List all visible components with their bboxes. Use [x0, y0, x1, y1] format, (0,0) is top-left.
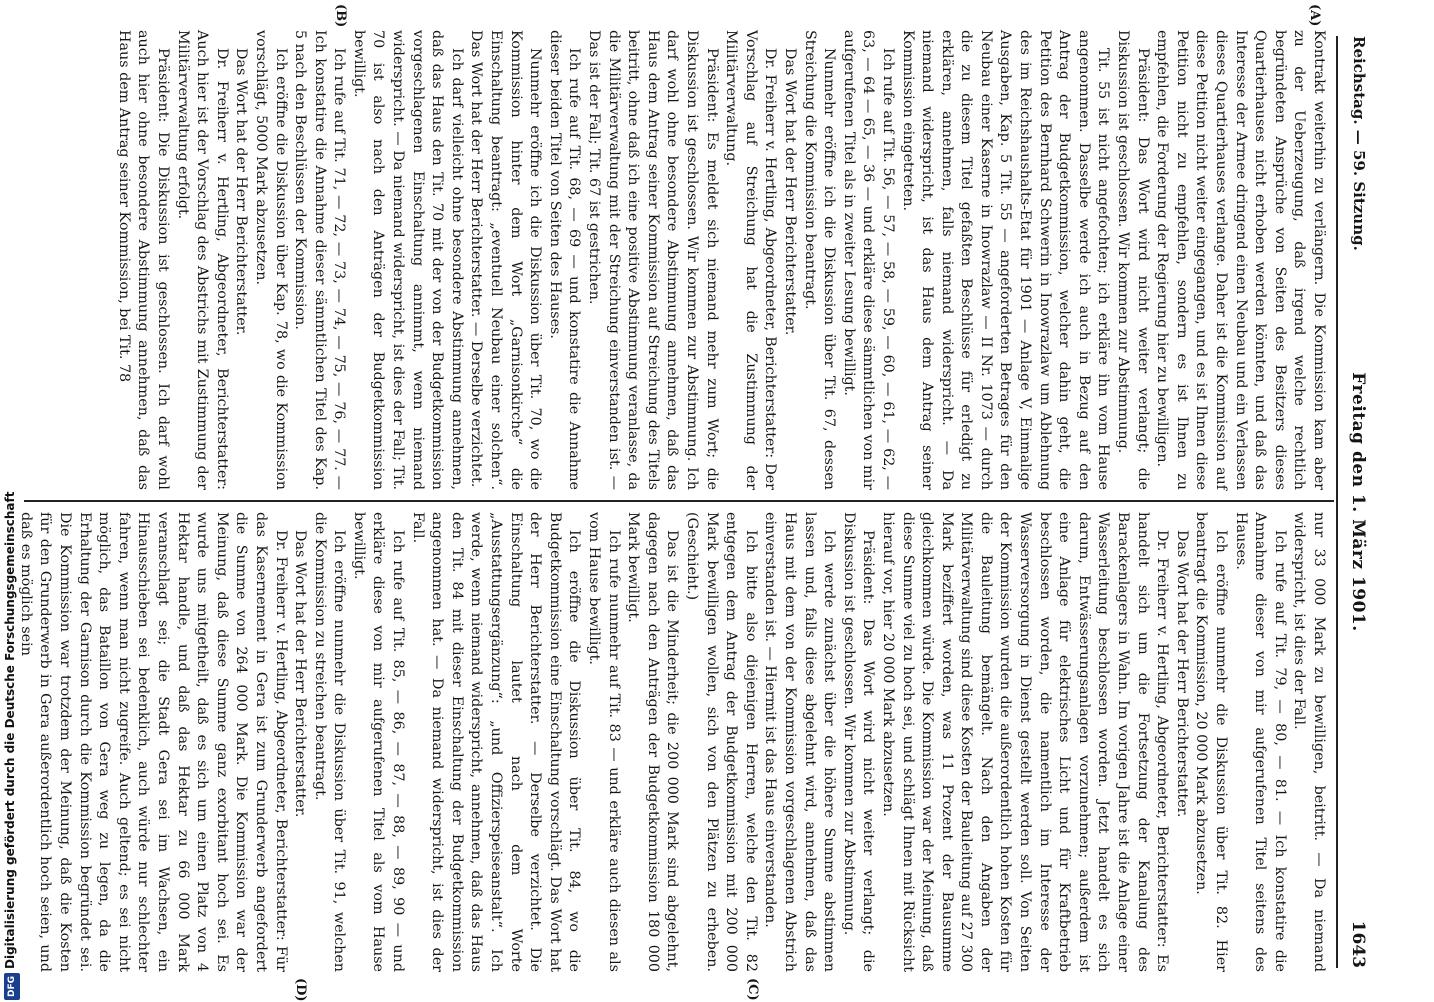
paragraph: nur 33 000 Mark zu bewilligen, beitritt. — Da niemand widerspricht, ist dies der Fall. [1291, 512, 1327, 972]
paragraph: Ich rufe auf Tit. 85, — 86, — 87, — 88, — 89, 90 — und erkläre diese von mir aufgerufenen Titel als vom Hause bewilligt. [350, 512, 407, 972]
paragraph: Dr. Freiherr v. Hertling, Abgeordneter, Berichterstatter: Es handelt sich um die Fortsetzung der Kanalung des Barackenlagers in Wahn. Im vorigen Jahre ist die Anlage einer Wasserleitung beschlossen worden. Jetzt handelt es sich darum, Entwässerungsanlagen vorzunehmen; außerdem ist eine Anlage für elektrisches Licht und für Kraftbetrieb beschlossen worden, die namentlich im Interesse der Wasserversorgung in Dienst gestellt werden soll. Von Seiten der Kommission wurden die außerordentlich hohen Kosten für die Bauleitung bemängelt. Nach den Angaben der Militärverwaltung sind diese Kosten der Bauleitung auf 27 300 Mark beziffert worden, was 11 Prozent der Bausumme gleichkommen würde. Die Kommission war der Meinung, daß diese Summe viel zu hoch sei, und schlägt Ihnen mit Rücksicht hierauf vor, hier 20 000 Mark abzusetzen. [879, 512, 1171, 972]
page-header [1340, 36, 1372, 968]
paragraph: Ich eröffne nunmehr die Diskussion über Tit. 91, welchen die Kommission zu streichen beantragt. [311, 512, 348, 972]
paragraph: Dr. Freiherr v. Hertling, Abgeordneter, Berichterstatter: Für das Kasernement in Gera ist zum Grunderwerb angefordert die Summe von 264 000 Mark. Die Kommission war der Meinung, daß diese Summe ganz exorbitant hoch sei. Es wurde uns mitgetheilt, daß es sich um einen Platz von 4 Hektar handle, und daß das Hektar zu 66 000 Mark veranschlagt sei; die Stadt Gera sei im Wachsen, ein Hinausschieben sei bedenklich, auch würde nur schlechter fahren, wenn man nicht zugreife. Auch geltend; es sei nicht möglich, das Bataillon von Gera weg zu legen, da die Erhaltung der Garnison durch die Kommission begründet sei. Die Kommission war trotzdem der Meinung, daß die Kosten für den Grunderwerb in Gera außerordentlich hoch seien, und daß es möglich sein [17, 512, 289, 972]
paragraph: Ich eröffne nunmehr die Diskussion über Tit. 82. Hier beantragt die Kommission, 20 000 Mark abzusetzen. [1193, 512, 1230, 972]
footer-text: Digitalisierung gefördert durch die Deutsche Forschungsgemeinschaft [3, 491, 17, 969]
paragraph: Das Wort hat der Herr Berichterstatter. [1173, 530, 1190, 818]
margin-mark-d: (D) [293, 978, 308, 1002]
paragraph: Ich werde zunächst über die höhere Summe abstimmen lassen und, falls diese abgelehnt wird, annehmen, daß das Haus mit dem von der Kommission vorgeschlagenen Abstrich einverstanden ist. — Hiermit ist das Haus einverstanden. [762, 512, 838, 972]
paragraph: Ich eröffne die Diskussion über Kap. 78, wo die Kommission vorschlägt, 5000 Mark abzusetzen. [252, 30, 289, 490]
paragraph: Ich rufe nunmehr auf Tit. 83 — und erkläre auch diesen als vom Hause bewilligt. [586, 512, 622, 972]
right-column [17, 512, 1328, 972]
margin-mark-a: (A) [1307, 4, 1322, 27]
paragraph: Das Wort hat der Herr Berichterstatter. [292, 530, 309, 818]
digitization-footer [2, 0, 22, 1000]
paragraph: Präsident: Das Wort wird nicht weiter verlangt; die Diskussion ist geschlossen. Wir kommen zur Abstimmung. [1115, 30, 1151, 490]
paragraph: Ich rufe auf Tit. 68, — 69 — und konstatire die Annahme dieser beiden Titel von Seiten des Hauses. [546, 30, 583, 490]
paragraph: Ich bitte also diejenigen Herren, welche den Tit. 82 entgegen dem Antrag der Budgetkommission mit 200 000 Mark bewilligen wollen, sich von den Plätzen zu erheben. (Geschieht.) [684, 512, 759, 972]
paragraph: Präsident: Die Diskussion ist geschlossen. Ich darf wohl auch hier ohne besondere Abstimmung annehmen, daß das Haus dem Antrag seiner Kommission, bei Tit. 78 [115, 30, 171, 490]
paragraph: Ich rufe auf Tit. 56, — 57, — 58, — 59, — 60, — 61, — 62, — 63, — 64 — 65, — 36 — und erkläre diese sämmtlichen von mir aufgerufenen Titel als in zweiter Lesung bewilligt. [840, 30, 896, 490]
paragraph: Dr. Freiherr v. Hertling, Abgeordneter, Berichterstatter: Auch hier ist der Vorschlag des Abstrichs mit Zustimmung der Militärverwaltung erfolgt. [174, 30, 230, 490]
paragraph: Das ist die Minderheit; die 200 000 Mark sind abgelehnt, dagegen nach den Anträgen der Budgetkommission 180 000 Mark bewilligt. [625, 512, 681, 972]
paragraph: Nunmehr eröffne ich die Diskussion über Tit. 67, dessen Streichung die Kommission beantragt. [801, 30, 838, 490]
paragraph: Präsident: Das Wort wird nicht weiter verlangt; die Diskussion ist geschlossen. Wir kommen zur Abstimmung. [840, 512, 877, 972]
paragraph: Das Wort hat der Herr Berichterstatter. [781, 48, 798, 336]
dfg-logo: DFG [4, 973, 20, 1000]
paragraph: Ich rufe auf Tit. 71, — 72, — 73, — 74, — 75, — 76, — 77. — Ich konstatire die Annahme dieser sämmtlichen Titel des Kap. 5 nach den Beschlüssen der Kommission. [292, 30, 348, 490]
header-rule [1336, 36, 1338, 968]
paragraph: Kontrakt weiterhin zu verlängern. Die Kommission kam aber zu der Ueberzeugung, daß irgend welche rechtlich begründeten Ansprüche von Seiten des Besitzers dieses Quartierhauses nicht erhoben werden könnten, und daß das Interesse der Armee dringend einen Neubau und ein Verlassen dieses Quartierhauses verlange. Daher ist die Kommission auf diese Petition nicht weiter eingegangen, und es ist Ihnen diese Petition nicht zu empfehlen, sondern es ist Ihnen zu empfehlen, die Forderung der Regierung hier zu bewilligen. [1154, 30, 1327, 490]
header-left: Reichstag. — 59. Sitzung. [1350, 36, 1368, 251]
paragraph: Ich darf vielleicht ohne besondere Abstimmung annehmen, daß das Haus den Tit. 70 mit der von der Budgetkommission vorgeschlagenen Einschaltung annimmt, wenn niemand widerspricht. — Da niemand widerspricht, ist dies der Fall; Tit. 70 ist also nach den Anträgen der Budgetkommission bewilligt. [350, 30, 465, 490]
paragraph: Präsident: Es meldet sich niemand mehr zum Wort; die Diskussion ist geschlossen. Wir kommen zur Abstimmung. Ich darf wohl ohne besondere Abstimmung annehmen, daß das Haus dem Antrag seiner Kommission auf Streichung des Titels beitritt, ohne daß ich eine positive Abstimmung veranlasse, da die Militärverwaltung mit der Streichung einverstanden ist. — Das ist der Fall; Tit. 67 ist gestrichen. [586, 30, 720, 490]
margin-mark-b: (B) [333, 4, 348, 28]
column-divider [24, 500, 1334, 502]
paragraph: Nunmehr eröffne ich die Diskussion über Tit. 70, wo die Kommission hinter dem Wort „Garnisonkirche“ die Einschaltung beantragt: „eventuell Neubau einer solchen“. Das Wort hat der Herr Berichterstatter. — Derselbe verzichtet. [468, 30, 544, 490]
page-number: 1643 [1348, 920, 1368, 968]
paragraph: Ich eröffne die Diskussion über Tit. 84, wo die Budgetkommission eine Einschaltung vorschlägt. Das Wort hat der Herr Berichterstatter. — Derselbe verzichtet. Die Einschaltung lautet nach dem Worte „Ausstattungsergänzung“: „und Offizierspeiseanstalt“. Ich werde, wenn niemand widerspricht, annehmen, daß das Haus den Tit. 84 mit dieser Einschaltung der Budgetkommission angenommen hat. — Da niemand widerspricht, ist dies der Fall. [409, 512, 583, 972]
paragraph: Tit. 55 ist nicht angefochten; ich erkläre ihn vom Hause angenommen. Dasselbe werde ich auch in Bezug auf den Antrag der Budgetkommission, welcher dahin geht, die Petition des Bernhard Schwerin in Inowrazlaw um Ablehnung des im Reichshaushalts-Etat für 1901 — Anlage V, Einmalige Ausgaben, Kap. 5 Tit. 55 — angeforderten Betrages für den Neubau einer Kaserne in Inowrazlaw — II Nr. 1073 — durch die zu diesem Titel gefaßten Beschlüsse für erledigt zu erklären, annehmen, falls niemand widerspricht. — Da niemand widerspricht, ist das Haus dem Antrag seiner Kommission eingetreten. [899, 30, 1112, 490]
paragraph: Dr. Freiherr v. Hertling, Abgeordneter, Berichterstatter: Der Vorschlag auf Streichung hat die Zustimmung der Militärverwaltung. [723, 30, 779, 490]
header-center: Freitag den 1. März 1901. [1348, 372, 1368, 632]
paragraph: Ich rufe auf Tit. 79, — 80, — 81. — Ich konstatire die Annahme dieser von mir aufgerufenen Titel seitens des Hauses. [1232, 512, 1288, 972]
paragraph: Das Wort hat der Herr Berichterstatter. [233, 48, 250, 336]
left-column [28, 30, 1328, 490]
margin-mark-c: (C) [745, 978, 760, 1001]
